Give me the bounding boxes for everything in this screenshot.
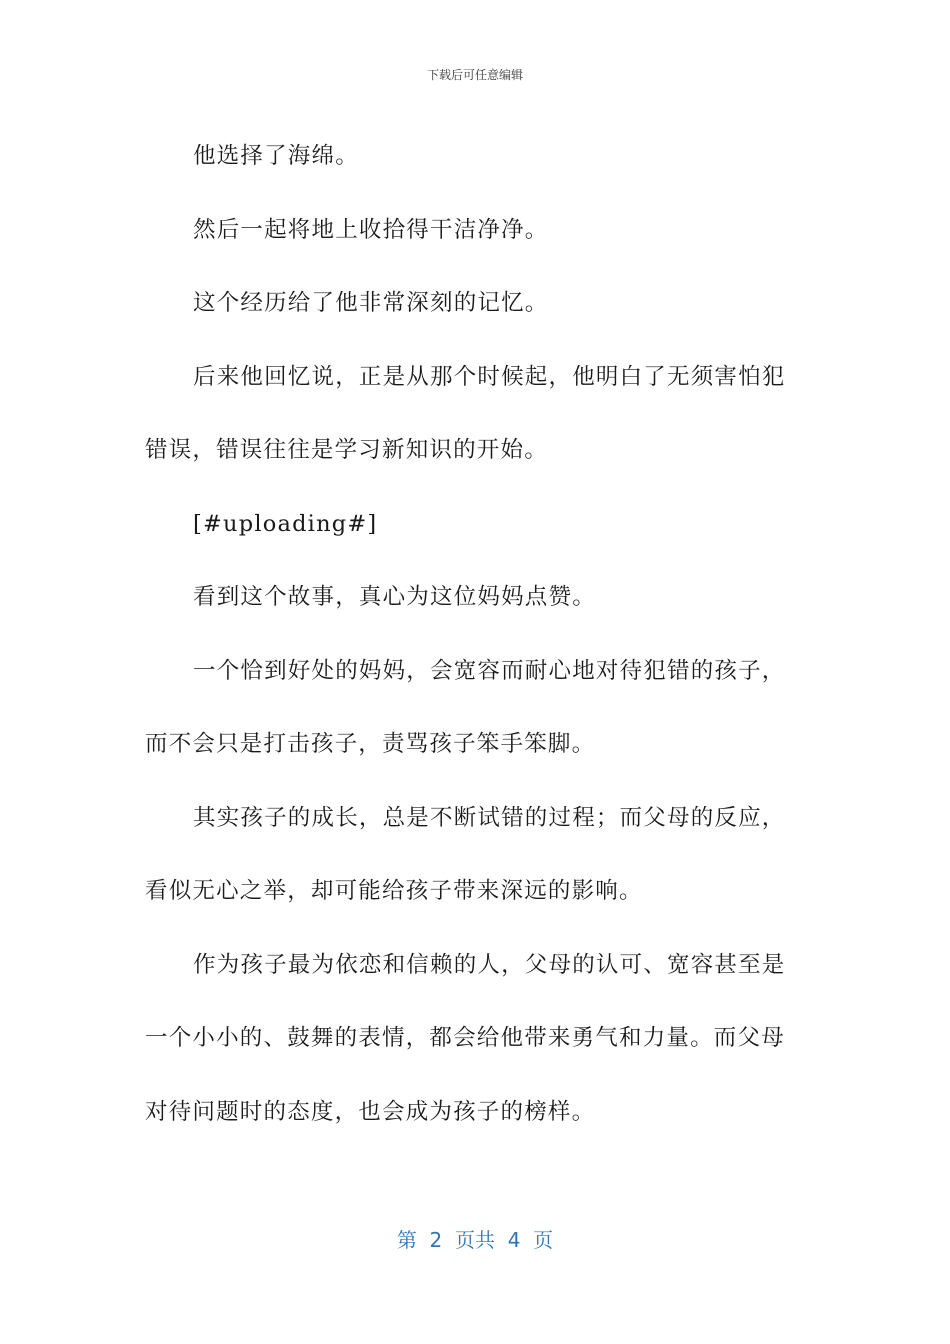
header-note: 下载后可任意编辑 — [426, 68, 523, 82]
paragraph: 作为孩子最为依恋和信赖的人，父母的认可、宽容甚至是一个小小的、鼓舞的表情，都会给他带来勇气和力量。而父母对待问题时的态度，也会成为孩子的榜样。 — [145, 951, 786, 1125]
image-placeholder-text: [#uploading#] — [193, 510, 378, 537]
paragraph: 其实孩子的成长，总是不断试错的过程；而父母的反应，看似无心之举，却可能给孩子带来深远的影响。 — [145, 804, 786, 904]
paragraph: 一个恰到好处的妈妈，会宽容而耐心地对待犯错的孩子，而不会只是打击孩子，责骂孩子笨手笨脚。 — [145, 657, 786, 757]
paragraph: 然后一起将地上收拾得干洁净净。 — [193, 216, 549, 243]
paragraph: 这个经历给了他非常深刻的记忆。 — [193, 290, 549, 316]
document-body — [145, 120, 795, 1149]
page-number-footer: 第 2 页共 4 页 — [396, 1228, 554, 1252]
paragraph: 他选择了海绵。 — [193, 143, 359, 169]
paragraph: 后来他回忆说，正是从那个时候起，他明白了无须害怕犯错误，错误往往是学习新知识的开始。 — [145, 363, 786, 463]
paragraph: 看到这个故事，真心为这位妈妈点赞。 — [193, 584, 596, 610]
